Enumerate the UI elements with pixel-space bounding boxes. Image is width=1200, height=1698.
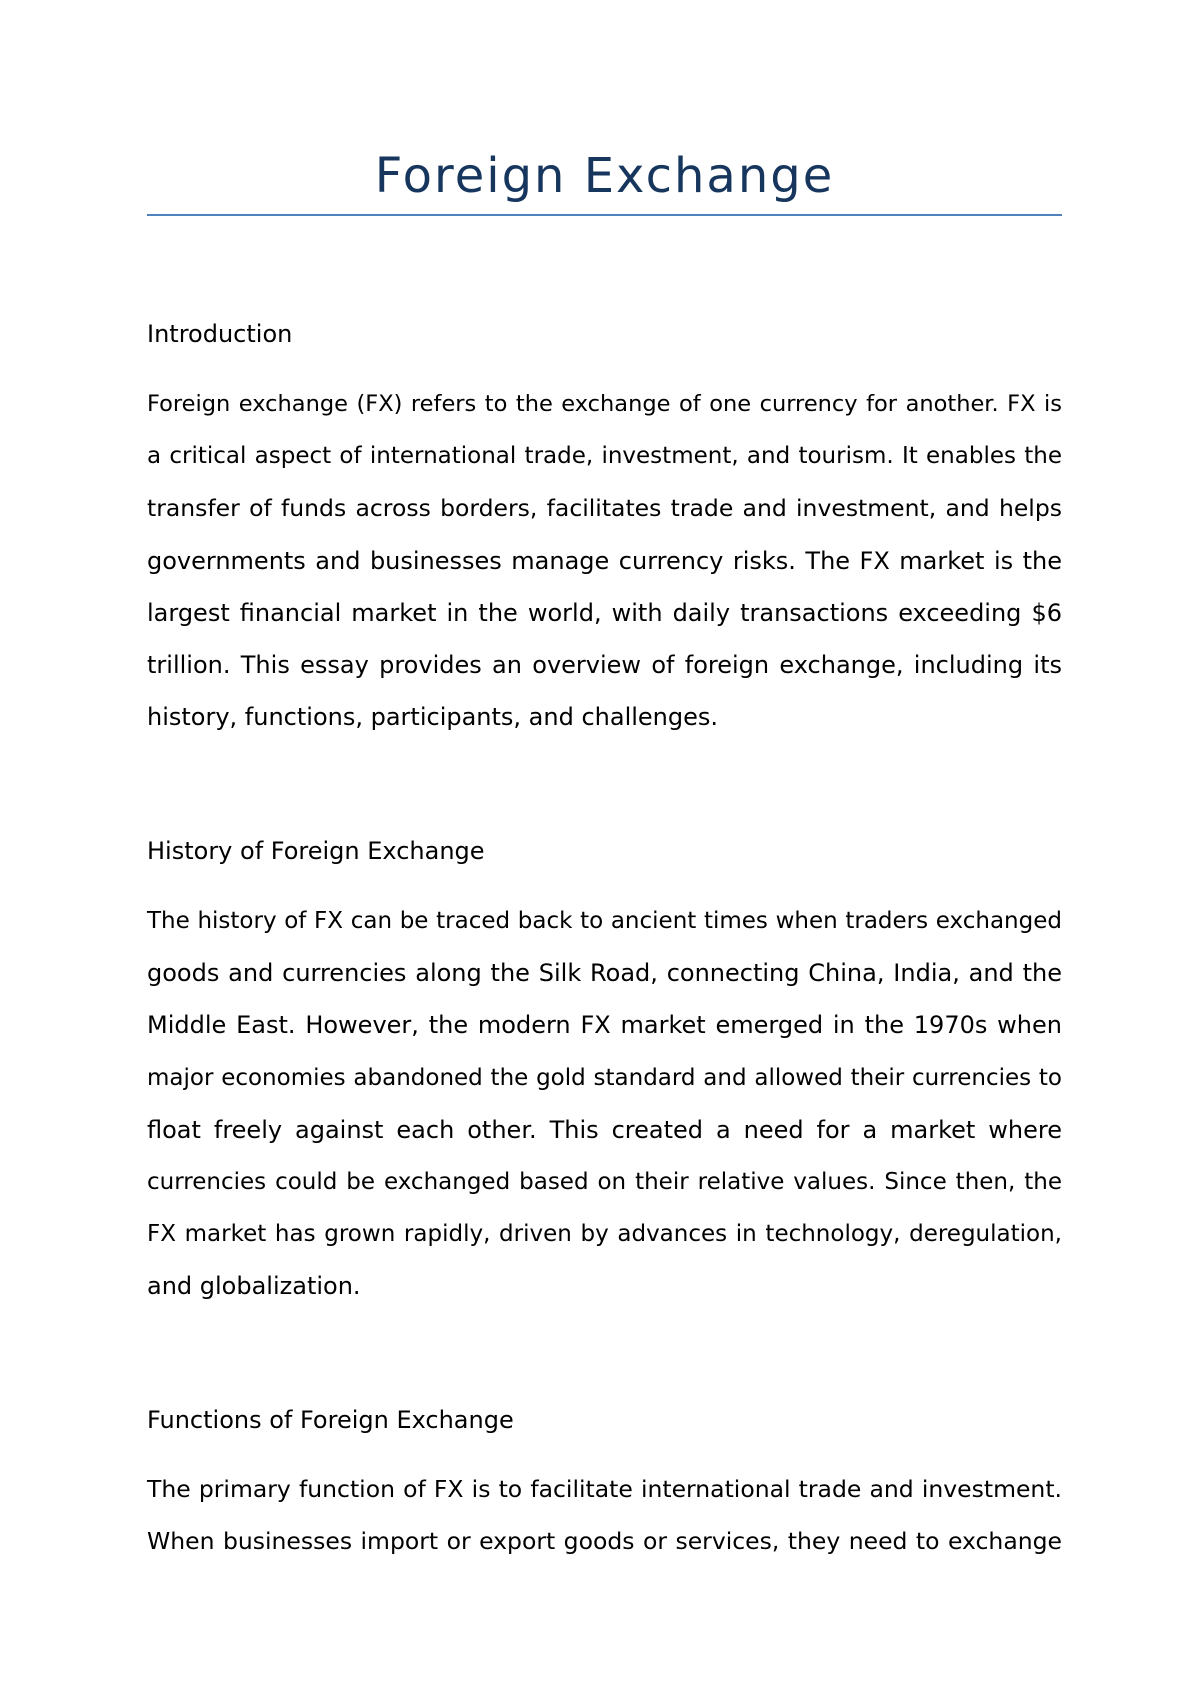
body-line: Middle East. However, the modern FX market emerged in the 1970s when [147,1011,1062,1040]
section-heading-introduction: Introduction [147,320,293,348]
body-line: The primary function of FX is to facilitate international trade and investment. [147,1475,1062,1503]
body-line: goods and currencies along the Silk Road, connecting China, India, and the [147,959,1062,988]
body-line: When businesses import or export goods or services, they need to exchange [147,1527,1062,1556]
section-body-introduction [147,378,1062,743]
body-line: major economies abandoned the gold standard and allowed their currencies to [147,1064,1062,1091]
section-body-history [147,895,1062,1313]
body-line: FX market has grown rapidly, driven by advances in technology, deregulation, [147,1221,1062,1248]
body-line: a critical aspect of international trade, investment, and tourism. It enables the [147,443,1062,470]
body-line: The history of FX can be traced back to ancient times when traders exchanged [147,908,1062,934]
document-title: Foreign Exchange [374,148,835,204]
body-line: trillion. This essay provides an overview of foreign exchange, including its [147,651,1062,680]
section-heading-functions: Functions of Foreign Exchange [147,1406,514,1434]
body-line: currencies could be exchanged based on their relative values. Since then, the [147,1169,1062,1196]
body-line: transfer of funds across borders, facilitates trade and investment, and helps [147,494,1062,523]
body-line: Foreign exchange (FX) refers to the exchange of one currency for another. FX is [147,391,1062,417]
section-body-functions [147,1463,1062,1567]
body-line: governments and businesses manage currency risks. The FX market is the [147,546,1062,575]
section-heading-history: History of Foreign Exchange [147,837,485,865]
body-line: float freely against each other. This created a need for a market where [147,1115,1062,1144]
body-line: history, functions, participants, and challenges. [147,703,719,732]
body-line: and globalization. [147,1272,361,1301]
title-underline [147,214,1062,216]
body-line: largest financial market in the world, with daily transactions exceeding $6 [147,598,1062,627]
